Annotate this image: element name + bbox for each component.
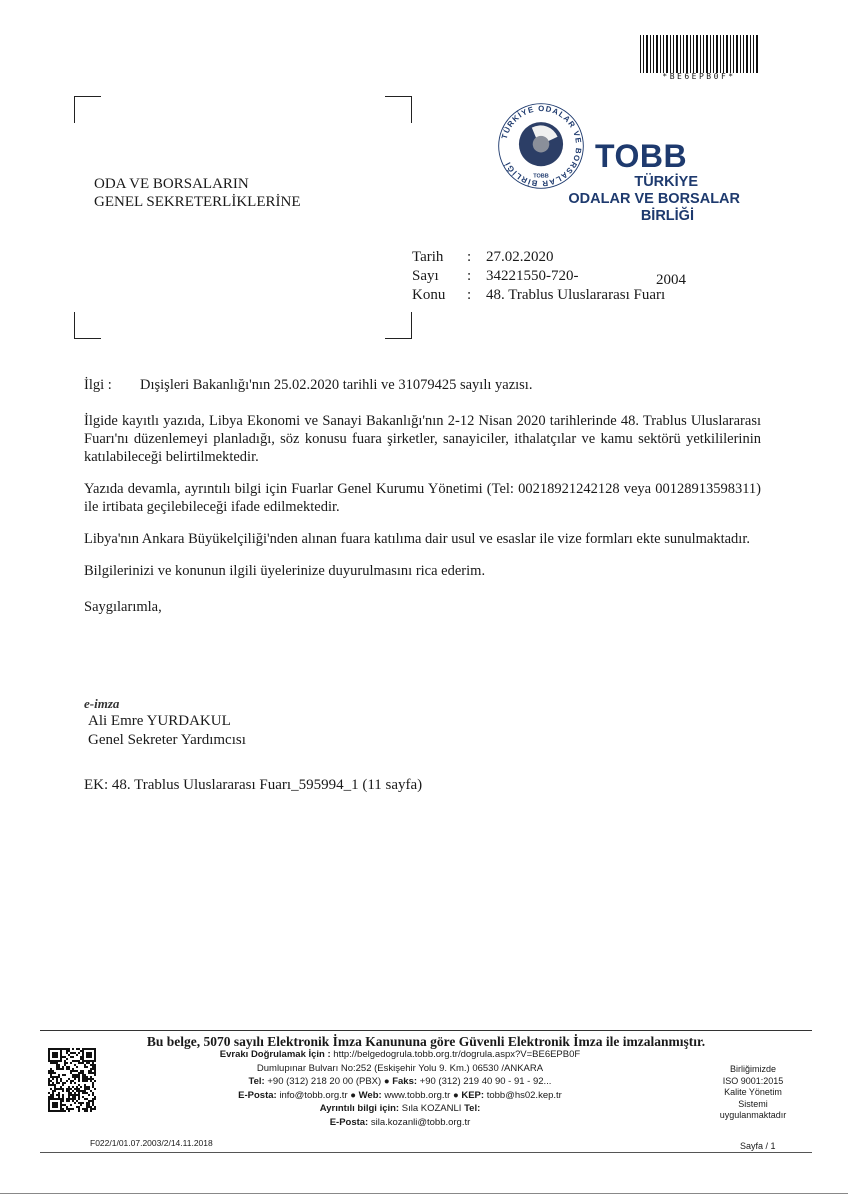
logo-name-line-2: ODALAR VE BORSALAR (568, 191, 740, 207)
footer-web-line (120, 1089, 680, 1103)
verify-url-link[interactable]: http://belgedogrula.tobb.org.tr/dogrula.aspx?V=BE6EPB0F (333, 1049, 581, 1060)
signer-title: Genel Sekreter Yardımcısı (88, 732, 246, 748)
footer-contact-email-line (120, 1116, 680, 1130)
logo-abbreviation: TOBB (595, 138, 688, 174)
e-signature-mark: e-imza (84, 696, 120, 711)
subject-label: Konu (412, 287, 446, 303)
bullet-separator: ● (383, 1076, 390, 1087)
kep-value: tobb@hs02.kep.tr (486, 1089, 562, 1101)
page-number: Sayfa / 1 (740, 1141, 776, 1151)
number-separator: : (467, 268, 472, 284)
address-window-corner-top-right (385, 96, 412, 123)
footer-divider (40, 1030, 812, 1031)
subject-value: 48. Trablus Uluslararası Fuarı (486, 287, 666, 303)
footer-esignature-statement: Bu belge, 5070 sayılı Elektronik İmza Kanununa göre Güvenli Elektronik İmza ile imzalanmıştır. (146, 1034, 706, 1049)
letter-body (84, 376, 761, 630)
bullet-separator: ● (350, 1089, 356, 1101)
paragraph-1: İlgide kayıtlı yazıda, Libya Ekonomi ve Sanayi Bakanlığı'nın 2-12 Nisan 2020 tarihlerinde 48. Trablus Uluslararası Fuarı'nı düzenlemeyi planladığı, söz konusu fuara şirketler, sanayiciler, ithalatçılar ve kamu sektörü yetkililerinin katılabileceği belirtilmektedir. (84, 413, 761, 465)
web-label: Web: (358, 1089, 382, 1101)
page-bottom-edge (0, 1193, 848, 1194)
quality-line-4: Sistemi (738, 1098, 768, 1109)
quality-line-5: uygulanmaktadır (719, 1110, 787, 1120)
contact-tel-label: Tel: (464, 1103, 481, 1114)
quality-line-3: Kalite Yönetim (724, 1087, 782, 1097)
recipient-line-2: GENEL SEKRETERLİKLERİNE (94, 194, 301, 210)
address-window-corner-bottom-left (74, 312, 101, 339)
qr-code (48, 1048, 96, 1112)
seal-ring-text: TÜRKİYE ODALAR VE BORSALAR BİRLİĞİ (499, 103, 584, 189)
fax-label: Faks: (392, 1076, 418, 1087)
footer-contact-info (120, 1048, 680, 1129)
subject-separator: : (467, 287, 472, 303)
recipient-block (94, 175, 301, 211)
verify-label: Evrakı Doğrulamak İçin : (219, 1049, 331, 1060)
number-suffix: 2004 (656, 272, 686, 288)
contact-name: Sıla KOZANLI (401, 1103, 462, 1114)
paragraph-2: Yazıda devamla, ayrıntılı bilgi için Fuarlar Genel Kurumu Yönetimi (Tel: 00218921242128 veya 00128913598311) ile irtibata geçilebileceği ifade edilmektedir. (84, 481, 761, 515)
fax-value: +90 (312) 219 40 90 - 91 - 92... (419, 1076, 552, 1087)
number-label: Sayı (412, 268, 439, 284)
kep-label: KEP: (461, 1089, 485, 1101)
form-code: F022/1/01.07.2003/2/14.11.2018 (90, 1138, 213, 1148)
email-label: E-Posta: (238, 1089, 277, 1101)
tel-value: +90 (312) 218 20 00 (PBX) (267, 1076, 382, 1087)
quality-statement (698, 1064, 808, 1122)
date-label: Tarih (412, 249, 444, 265)
address-window-corner-top-left (74, 96, 101, 123)
quality-line-2: ISO 9001:2015 (722, 1075, 784, 1086)
tel-label: Tel: (248, 1076, 265, 1087)
contact-email-link[interactable]: sila.kozanli@tobb.org.tr (370, 1116, 471, 1128)
footer-address: Dumlupınar Bulvarı No:252 (Eskişehir Yolu 9. Km.) 06530 /ANKARA (256, 1062, 544, 1074)
footer-contact-person-line (120, 1102, 680, 1116)
date-separator: : (467, 249, 472, 265)
contact-email-label: E-Posta: (329, 1116, 369, 1128)
footer-phone-line (120, 1075, 680, 1089)
logo-name-line-1: TÜRKİYE (634, 174, 698, 190)
logo-name-line-3: BİRLİĞİ (640, 208, 694, 224)
address-window-corner-bottom-right (385, 312, 412, 339)
reference-text: Dışişleri Bakanlığı'nın 25.02.2020 tarihli ve 31079425 sayılı yazısı. (140, 377, 533, 393)
email-link[interactable]: info@tobb.org.tr (279, 1089, 348, 1101)
signer-name: Ali Emre YURDAKUL (88, 713, 231, 729)
footer-bottom-divider (40, 1152, 812, 1153)
paragraph-4: Bilgilerinizi ve konunun ilgili üyelerinize duyurulmasını rica ederim. (84, 563, 486, 579)
barcode-text: *BE6EPB0F* (662, 72, 736, 81)
paragraph-3: Libya'nın Ankara Büyükelçiliği'nden alınan fuara katılıma dair usul ve esaslar ile vize formları ekte sunulmaktadır. (84, 531, 750, 547)
reference-line (84, 376, 761, 394)
bullet-separator: ● (452, 1089, 459, 1101)
number-value: 34221550-720- (486, 268, 579, 284)
logo-org-name (540, 174, 740, 225)
signer-block (88, 712, 246, 750)
attachment-line: EK: 48. Trablus Uluslararası Fuarı_595994_1 (11 sayfa) (84, 777, 423, 793)
seal-abbr: TOBB (533, 173, 549, 180)
recipient-line-1: ODA VE BORSALARIN (94, 176, 249, 192)
web-link[interactable]: www.tobb.org.tr (384, 1089, 451, 1101)
contact-label: Ayrıntılı bilgi için: (319, 1103, 400, 1114)
date-value: 27.02.2020 (486, 249, 554, 265)
quality-line-1: Birliğimizde (729, 1064, 776, 1074)
reference-label: İlgi : (84, 377, 112, 393)
footer-verify-line (120, 1048, 680, 1062)
barcode (640, 35, 758, 73)
closing: Saygılarımla, (84, 599, 162, 615)
